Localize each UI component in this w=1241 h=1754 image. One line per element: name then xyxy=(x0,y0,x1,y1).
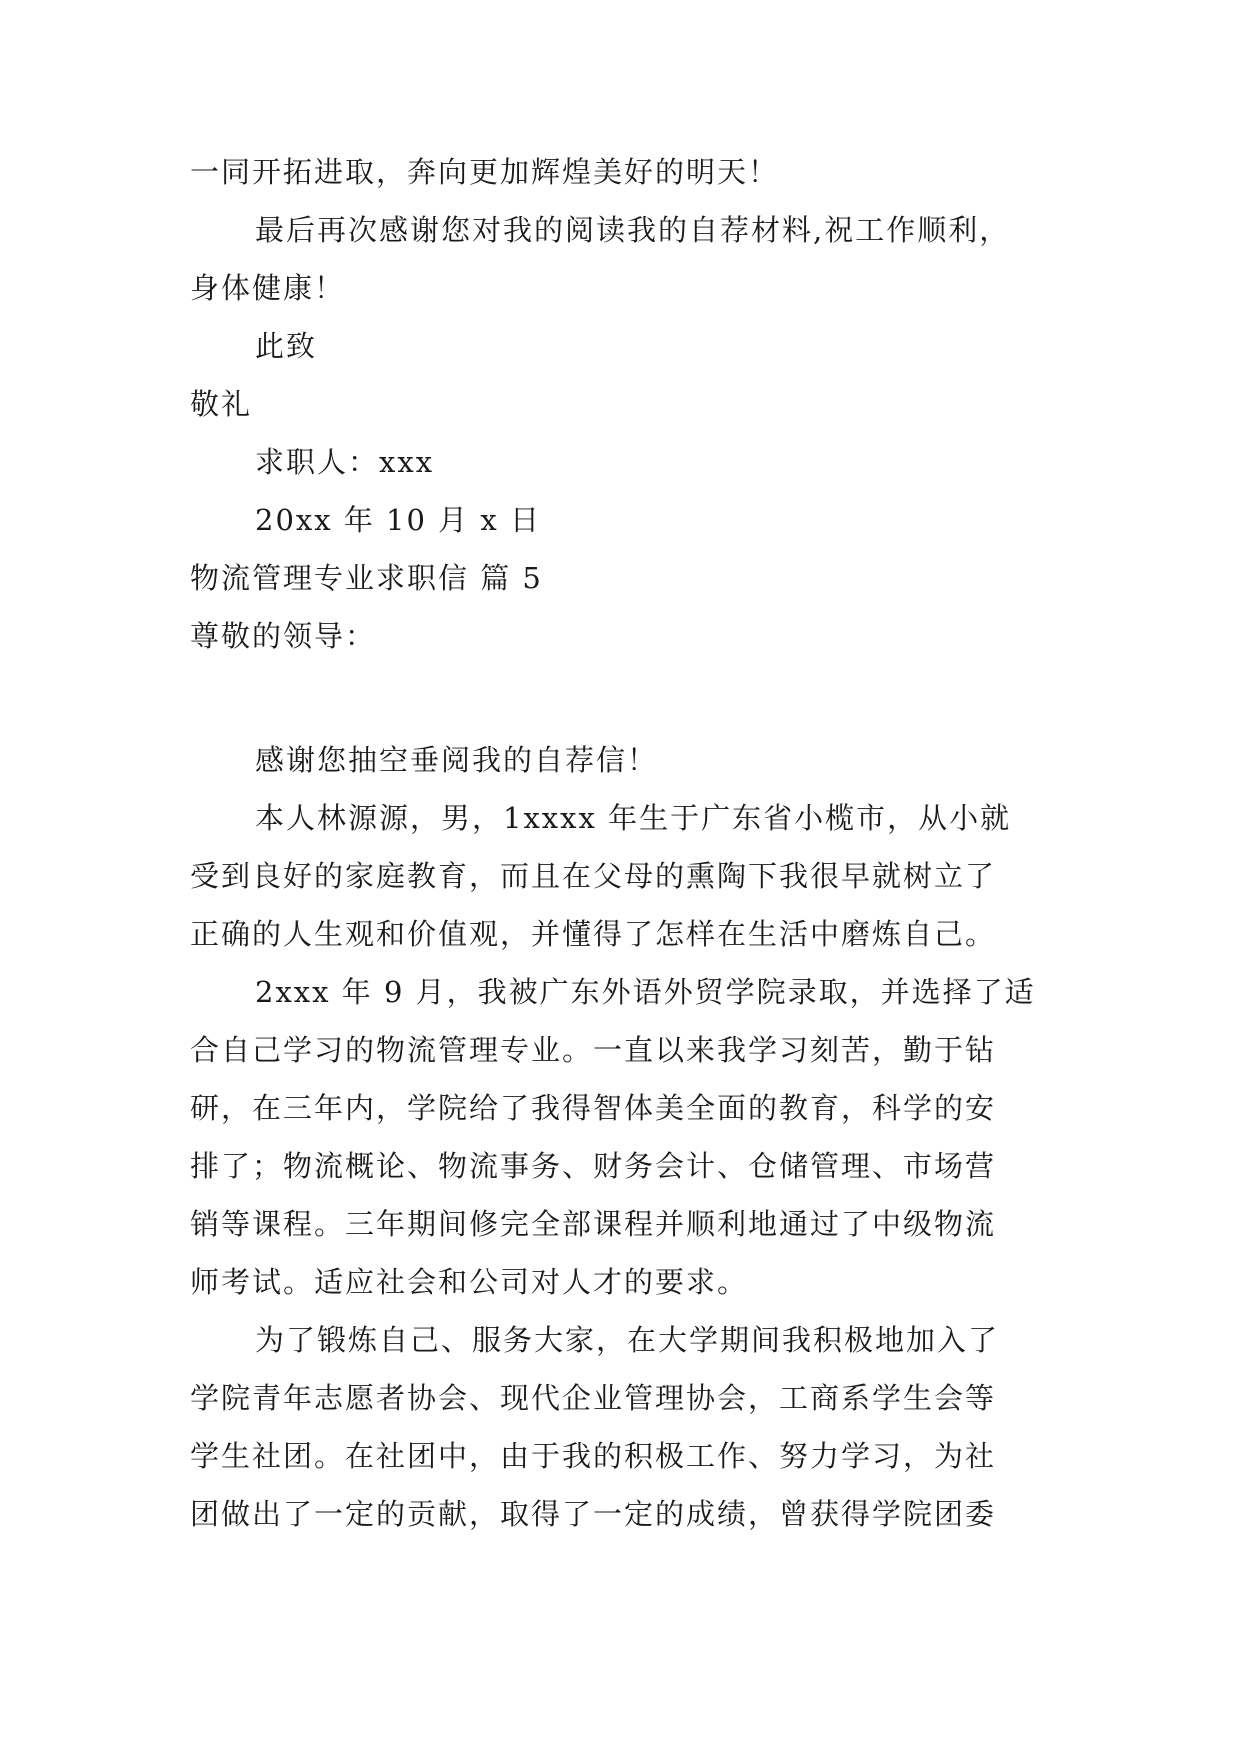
text-line: 为了锻炼自己、服务大家，在大学期间我积极地加入了 xyxy=(255,1323,1000,1357)
text-line: 销等课程。三年期间修完全部课程并顺利地通过了中级物流 xyxy=(190,1207,997,1241)
text-line: 受到良好的家庭教育，而且在父母的熏陶下我很早就树立了 xyxy=(190,859,997,893)
section-title: 物流管理专业求职信 篇 5 xyxy=(190,561,543,595)
text-line: 学院青年志愿者协会、现代企业管理协会，工商系学生会等 xyxy=(190,1381,997,1415)
salutation: 尊敬的领导： xyxy=(190,619,377,653)
text-line: 2xxx 年 9 月，我被广东外语外贸学院录取，并选择了适 xyxy=(255,975,1036,1009)
text-line: 最后再次感谢您对我的阅读我的自荐材料,祝工作顺利， xyxy=(255,213,1011,247)
closing-line: 此致 xyxy=(255,329,318,363)
text-line: 团做出了一定的贡献，取得了一定的成绩，曾获得学院团委 xyxy=(190,1497,997,1531)
text-line: 研，在三年内，学院给了我得智体美全面的教育，科学的安 xyxy=(190,1091,997,1125)
signature-line: 求职人：xxx xyxy=(255,445,435,479)
text-line: 合自己学习的物流管理专业。一直以来我学习刻苦，勤于钻 xyxy=(190,1033,997,1067)
closing-line: 敬礼 xyxy=(190,387,253,421)
text-line: 排了；物流概论、物流事务、财务会计、仓储管理、市场营 xyxy=(190,1149,997,1183)
text-line: 本人林源源，男，1xxxx 年生于广东省小榄市，从小就 xyxy=(255,801,1012,835)
text-line: 师考试。适应社会和公司对人才的要求。 xyxy=(190,1265,749,1299)
text-line: 身体健康！ xyxy=(190,271,346,305)
text-line: 一同开拓进取，奔向更加辉煌美好的明天！ xyxy=(190,155,780,189)
date-line: 20xx 年 10 月 x 日 xyxy=(255,503,541,537)
text-line: 感谢您抽空垂阅我的自荐信！ xyxy=(255,743,659,777)
text-line: 学生社团。在社团中，由于我的积极工作、努力学习，为社 xyxy=(190,1439,997,1473)
text-line: 正确的人生观和价值观，并懂得了怎样在生活中磨炼自己。 xyxy=(190,917,997,951)
